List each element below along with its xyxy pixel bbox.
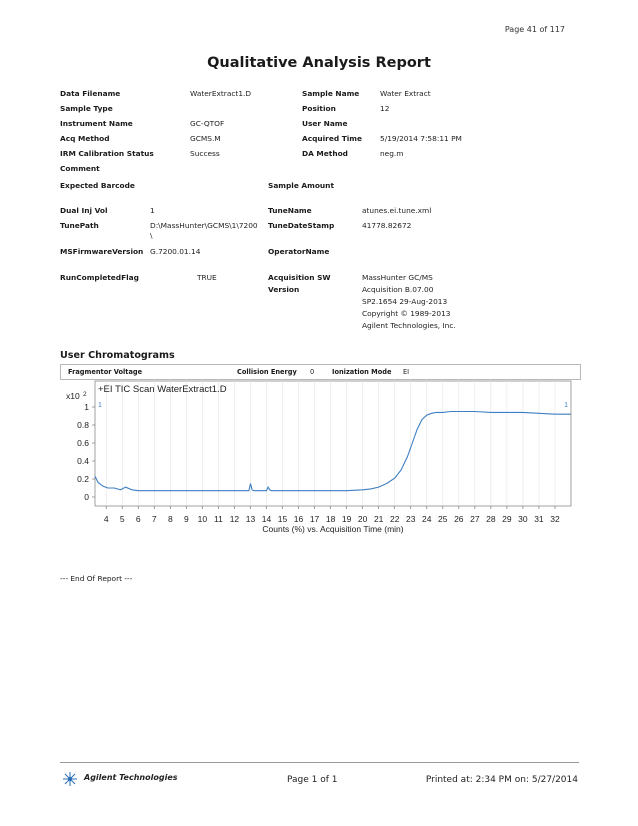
x-tick-label: 27	[470, 514, 480, 524]
tunedatestamp-value: 41778.82672	[362, 221, 412, 230]
x-tick-label: 17	[309, 514, 320, 524]
runcompleted-value: TRUE	[197, 273, 217, 282]
sample-type-label: Sample Type	[60, 104, 113, 113]
x-tick-label: 30	[518, 514, 528, 524]
y-tick-label: 0.2	[77, 474, 89, 484]
x-tick-label: 10	[197, 514, 208, 524]
x-tick-label: 8	[167, 514, 173, 524]
y-multiplier: x10	[66, 391, 80, 401]
acq-sw-line: Agilent Technologies, Inc.	[362, 321, 456, 330]
dual-inj-vol-label: Dual Inj Vol	[60, 206, 108, 215]
tunename-value: atunes.ei.tune.xml	[362, 206, 432, 215]
expected-barcode-label: Expected Barcode	[60, 181, 135, 190]
tic-chromatogram-chart	[60, 378, 579, 550]
x-tick-label: 15	[277, 514, 288, 524]
x-tick-label: 21	[373, 514, 384, 524]
y-tick-label: 0.8	[77, 420, 89, 430]
corner-marker-right: 1	[564, 402, 568, 409]
y-multiplier-exponent: 2	[83, 391, 87, 398]
collision-energy-value: 0	[310, 368, 315, 376]
tunepath-value-line2: \	[150, 231, 153, 240]
x-tick-label: 13	[245, 514, 256, 524]
x-tick-label: 18	[325, 514, 336, 524]
x-axis-label: Counts (%) vs. Acquisition Time (min)	[262, 524, 404, 534]
ionization-mode-label: Ionization Mode	[332, 368, 392, 376]
y-tick-label: 0	[84, 492, 89, 502]
sample-name-value: Water Extract	[380, 89, 431, 98]
x-tick-label: 23	[405, 514, 416, 524]
report-title: Qualitative Analysis Report	[207, 55, 431, 71]
x-tick-label: 26	[454, 514, 464, 524]
dual-inj-vol-value: 1	[150, 206, 155, 215]
x-tick-label: 12	[229, 514, 240, 524]
x-tick-label: 5	[119, 514, 125, 524]
sample-name-label: Sample Name	[302, 89, 360, 98]
footer-page-number: Page 1 of 1	[287, 775, 338, 785]
irm-status-label: IRM Calibration Status	[60, 149, 154, 158]
user-chromatograms-title: User Chromatograms	[60, 350, 175, 361]
sample-amount-label: Sample Amount	[268, 181, 334, 190]
msfirmware-value: G.7200.01.14	[150, 247, 201, 256]
x-tick-label: 24	[422, 514, 432, 524]
x-tick-label: 32	[550, 514, 560, 524]
page-counter-top: Page 41 of 117	[504, 25, 565, 34]
user-name-label: User Name	[302, 119, 348, 128]
acq-sw-label-line1: Acquisition SW	[268, 273, 331, 282]
end-of-report: --- End Of Report ---	[60, 574, 133, 583]
y-tick-label: 0.4	[77, 456, 89, 466]
x-tick-label: 19	[341, 514, 352, 524]
x-tick-label: 28	[486, 514, 496, 524]
x-tick-label: 25	[438, 514, 448, 524]
position-value: 12	[380, 104, 390, 113]
x-tick-label: 4	[103, 514, 109, 524]
irm-status-value: Success	[190, 149, 220, 158]
footer-printed-at: Printed at: 2:34 PM on: 5/27/2014	[425, 775, 578, 785]
x-tick-label: 6	[135, 514, 141, 524]
corner-marker-left: 1	[98, 402, 102, 409]
tunedatestamp-label: TuneDateStamp	[268, 221, 335, 230]
acquired-time-label: Acquired Time	[302, 134, 362, 143]
agilent-spark-icon	[60, 771, 80, 787]
x-tick-label: 20	[357, 514, 368, 524]
acq-sw-line: Acquisition B.07.00	[362, 285, 434, 294]
x-tick-label: 9	[183, 514, 189, 524]
position-label: Position	[302, 104, 336, 113]
instrument-name-label: Instrument Name	[60, 119, 133, 128]
tunepath-value-line1: D:\MassHunter\GCMS\1\7200	[150, 221, 258, 230]
data-filename-value: WaterExtract1.D	[190, 89, 252, 98]
chromatogram-svg	[60, 378, 579, 550]
acq-sw-line: SP2.1654 29-Aug-2013	[362, 297, 448, 306]
footer-divider	[60, 762, 579, 763]
acq-sw-label-line2: Version	[268, 285, 300, 294]
chart-title: +EI TIC Scan WaterExtract1.D	[98, 384, 227, 395]
instrument-name-value: GC-QTOF	[190, 119, 225, 128]
acq-sw-line: MassHunter GC/MS	[362, 273, 433, 282]
tunepath-label: TunePath	[60, 221, 99, 230]
acq-method-label: Acq Method	[60, 134, 110, 143]
data-filename-label: Data Filename	[60, 89, 121, 98]
comment-label: Comment	[60, 164, 100, 173]
da-method-label: DA Method	[302, 149, 348, 158]
plot-frame	[95, 381, 571, 506]
runcompleted-label: RunCompletedFlag	[60, 273, 139, 282]
ionization-mode-value: EI	[403, 368, 410, 376]
da-method-value: neg.m	[380, 149, 404, 158]
y-tick-label: 0.6	[77, 438, 89, 448]
operatorname-label: OperatorName	[268, 247, 330, 256]
x-tick-label: 22	[389, 514, 400, 524]
x-tick-label: 16	[293, 514, 304, 524]
x-tick-label: 29	[502, 514, 512, 524]
tunename-label: TuneName	[268, 206, 312, 215]
x-tick-label: 31	[534, 514, 544, 524]
y-tick-label: 1	[84, 402, 89, 412]
x-tick-label: 11	[213, 514, 223, 524]
collision-energy-label: Collision Energy	[237, 368, 297, 376]
x-tick-label: 7	[151, 514, 157, 524]
agilent-logo-text: Agilent Technologies	[84, 773, 178, 782]
fragmentor-label: Fragmentor Voltage	[68, 368, 143, 376]
acq-sw-line: Copyright © 1989-2013	[362, 309, 451, 318]
x-tick-label: 14	[261, 514, 272, 524]
acquired-time-value: 5/19/2014 7:58:11 PM	[380, 134, 462, 143]
acq-method-value: GCMS.M	[190, 134, 221, 143]
msfirmware-label: MSFirmwareVersion	[60, 247, 144, 256]
